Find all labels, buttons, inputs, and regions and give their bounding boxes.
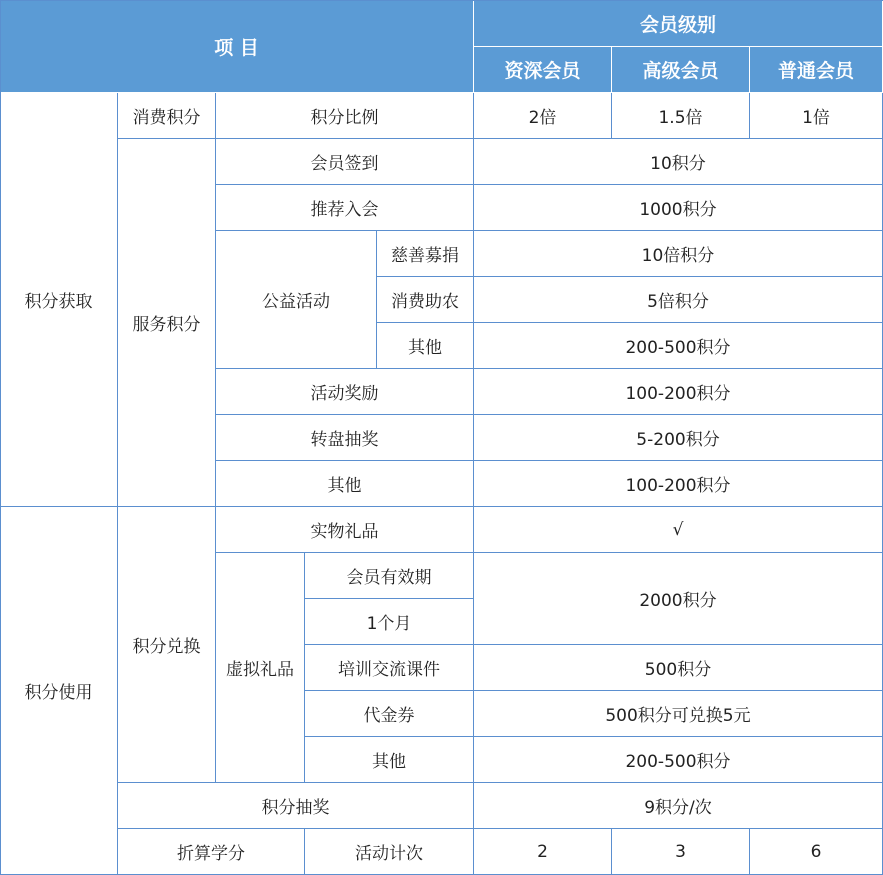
physical-gift-label: 实物礼品: [216, 507, 474, 553]
charity-other-value: 200-500积分: [474, 323, 883, 369]
service-other-value: 100-200积分: [474, 461, 883, 507]
activity-reward-label: 活动奖励: [216, 369, 474, 415]
activity-count-label: 活动计次: [305, 829, 474, 875]
credit-advanced: 3: [612, 829, 750, 875]
header-member-level: 会员级别: [474, 0, 883, 47]
donation-value: 10倍积分: [474, 231, 883, 277]
earn-label: 积分获取: [0, 93, 118, 507]
charity-other-label: 其他: [377, 323, 474, 369]
header-senior-member: 资深会员: [474, 47, 612, 93]
physical-gift-value: √: [474, 507, 883, 553]
wheel-lottery-label: 转盘抽奖: [216, 415, 474, 461]
credit-senior: 2: [474, 829, 612, 875]
wheel-lottery-value: 5-200积分: [474, 415, 883, 461]
header-item: 项 目: [0, 0, 474, 93]
courseware-label: 培训交流课件: [305, 645, 474, 691]
ratio-advanced: 1.5倍: [612, 93, 750, 139]
signin-label: 会员签到: [216, 139, 474, 185]
membership-validity-label: 会员有效期: [305, 553, 474, 599]
courseware-value: 500积分: [474, 645, 883, 691]
activity-reward-value: 100-200积分: [474, 369, 883, 415]
points-lottery-value: 9积分/次: [474, 783, 883, 829]
voucher-value: 500积分可兑换5元: [474, 691, 883, 737]
exchange-label: 积分兑换: [118, 507, 216, 783]
virtual-other-label: 其他: [305, 737, 474, 783]
header-regular-member: 普通会员: [750, 47, 883, 93]
consume-points-label: 消费积分: [118, 93, 216, 139]
referral-value: 1000积分: [474, 185, 883, 231]
points-lottery-label: 积分抽奖: [118, 783, 474, 829]
one-month-label: 1个月: [305, 599, 474, 645]
donation-label: 慈善募捐: [377, 231, 474, 277]
credit-regular: 6: [750, 829, 883, 875]
ratio-regular: 1倍: [750, 93, 883, 139]
farm-aid-label: 消费助农: [377, 277, 474, 323]
voucher-label: 代金券: [305, 691, 474, 737]
referral-label: 推荐入会: [216, 185, 474, 231]
virtual-gift-label: 虚拟礼品: [216, 553, 305, 783]
charity-label: 公益活动: [216, 231, 377, 369]
use-label: 积分使用: [0, 507, 118, 875]
header-advanced-member: 高级会员: [612, 47, 750, 93]
points-ratio-label: 积分比例: [216, 93, 474, 139]
virtual-other-value: 200-500积分: [474, 737, 883, 783]
service-other-label: 其他: [216, 461, 474, 507]
farm-aid-value: 5倍积分: [474, 277, 883, 323]
ratio-senior: 2倍: [474, 93, 612, 139]
service-points-label: 服务积分: [118, 139, 216, 507]
credit-conversion-label: 折算学分: [118, 829, 305, 875]
signin-value: 10积分: [474, 139, 883, 185]
membership-validity-value: 2000积分: [474, 553, 883, 645]
